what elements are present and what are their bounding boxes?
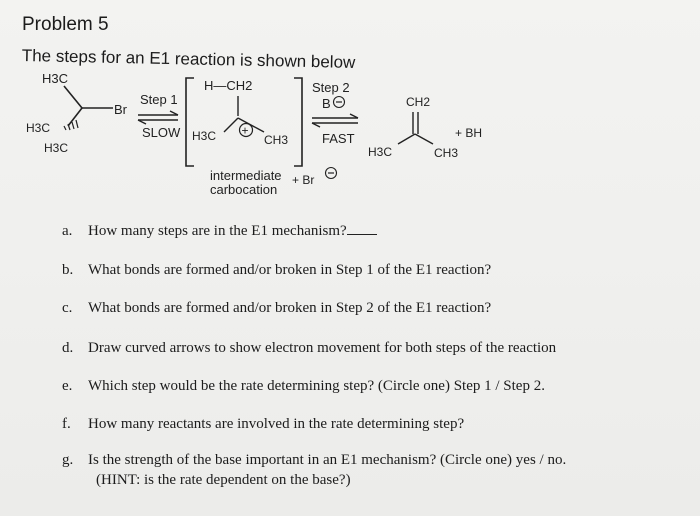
reactant-h3c-top: H3C — [42, 71, 69, 86]
question-c — [62, 300, 491, 317]
question-label: g. — [62, 452, 74, 468]
bracket-ch3: CH3 — [264, 133, 289, 147]
problem-title: Problem 5 — [22, 14, 109, 35]
question-label: c. — [62, 300, 73, 316]
step1-speed: SLOW — [142, 125, 181, 140]
step2-equilibrium-arrow — [312, 114, 358, 127]
question-text: Which step would be the rate determining step? (Circle one) Step 1 / Step 2. — [88, 378, 545, 394]
question-text: What bonds are formed and/or broken in Step 1 of the E1 reaction? — [88, 262, 492, 278]
question-text: How many steps are in the E1 mechanism? — [88, 223, 347, 239]
product-ch2: CH2 — [406, 95, 431, 109]
product-bonds — [398, 112, 433, 144]
positive-charge: + — [241, 123, 249, 138]
step2-speed: FAST — [322, 131, 355, 146]
question-label: a. — [62, 223, 73, 239]
answer-blank[interactable] — [347, 222, 377, 235]
question-text: Is the strength of the base important in an E1 mechanism? (Circle one) yes / no. — [88, 452, 567, 468]
bromide-ion: + Br — [292, 173, 315, 187]
question-f — [62, 416, 464, 433]
question-label: f. — [62, 416, 71, 432]
bracket-h3c: H3C — [192, 129, 217, 143]
question-label: b. — [62, 262, 74, 278]
reactant-h3c-bottom: H3C — [44, 141, 69, 155]
question-text: How many reactants are involved in the rate determining step? — [88, 416, 465, 432]
question-text: What bonds are formed and/or broken in Step 2 of the E1 reaction? — [88, 300, 492, 316]
reactant-br: Br — [114, 102, 127, 117]
product-h3c: H3C — [368, 145, 393, 159]
reactant-structure — [64, 86, 113, 126]
question-e — [62, 378, 545, 395]
question-label: d. — [62, 340, 74, 356]
question-label: e. — [62, 378, 73, 394]
product-ch3: CH3 — [434, 146, 459, 160]
question-g — [62, 452, 566, 469]
step2-base: B — [322, 96, 331, 111]
step2-label: Step 2 — [312, 80, 350, 95]
question-text: Draw curved arrows to show electron movement for both steps of the reaction — [88, 340, 557, 356]
carbocation-label: carbocation — [210, 182, 278, 197]
question-d — [62, 340, 556, 357]
step1-equilibrium-arrow — [138, 111, 178, 124]
step1-label: Step 1 — [140, 92, 178, 107]
hint-text: (HINT: is the rate dependent on the base?) — [96, 472, 351, 488]
bracket-h-ch2: H—CH2 — [204, 78, 253, 93]
product-bh: + BH — [455, 126, 483, 140]
intro-text: The steps for an E1 reaction is shown below — [21, 46, 356, 72]
reactant-h3c-left: H3C — [26, 121, 51, 135]
intermediate-label: intermediate — [210, 168, 282, 183]
e1-reaction-scheme — [0, 60, 700, 210]
question-b — [62, 262, 491, 279]
question-a — [62, 222, 377, 240]
